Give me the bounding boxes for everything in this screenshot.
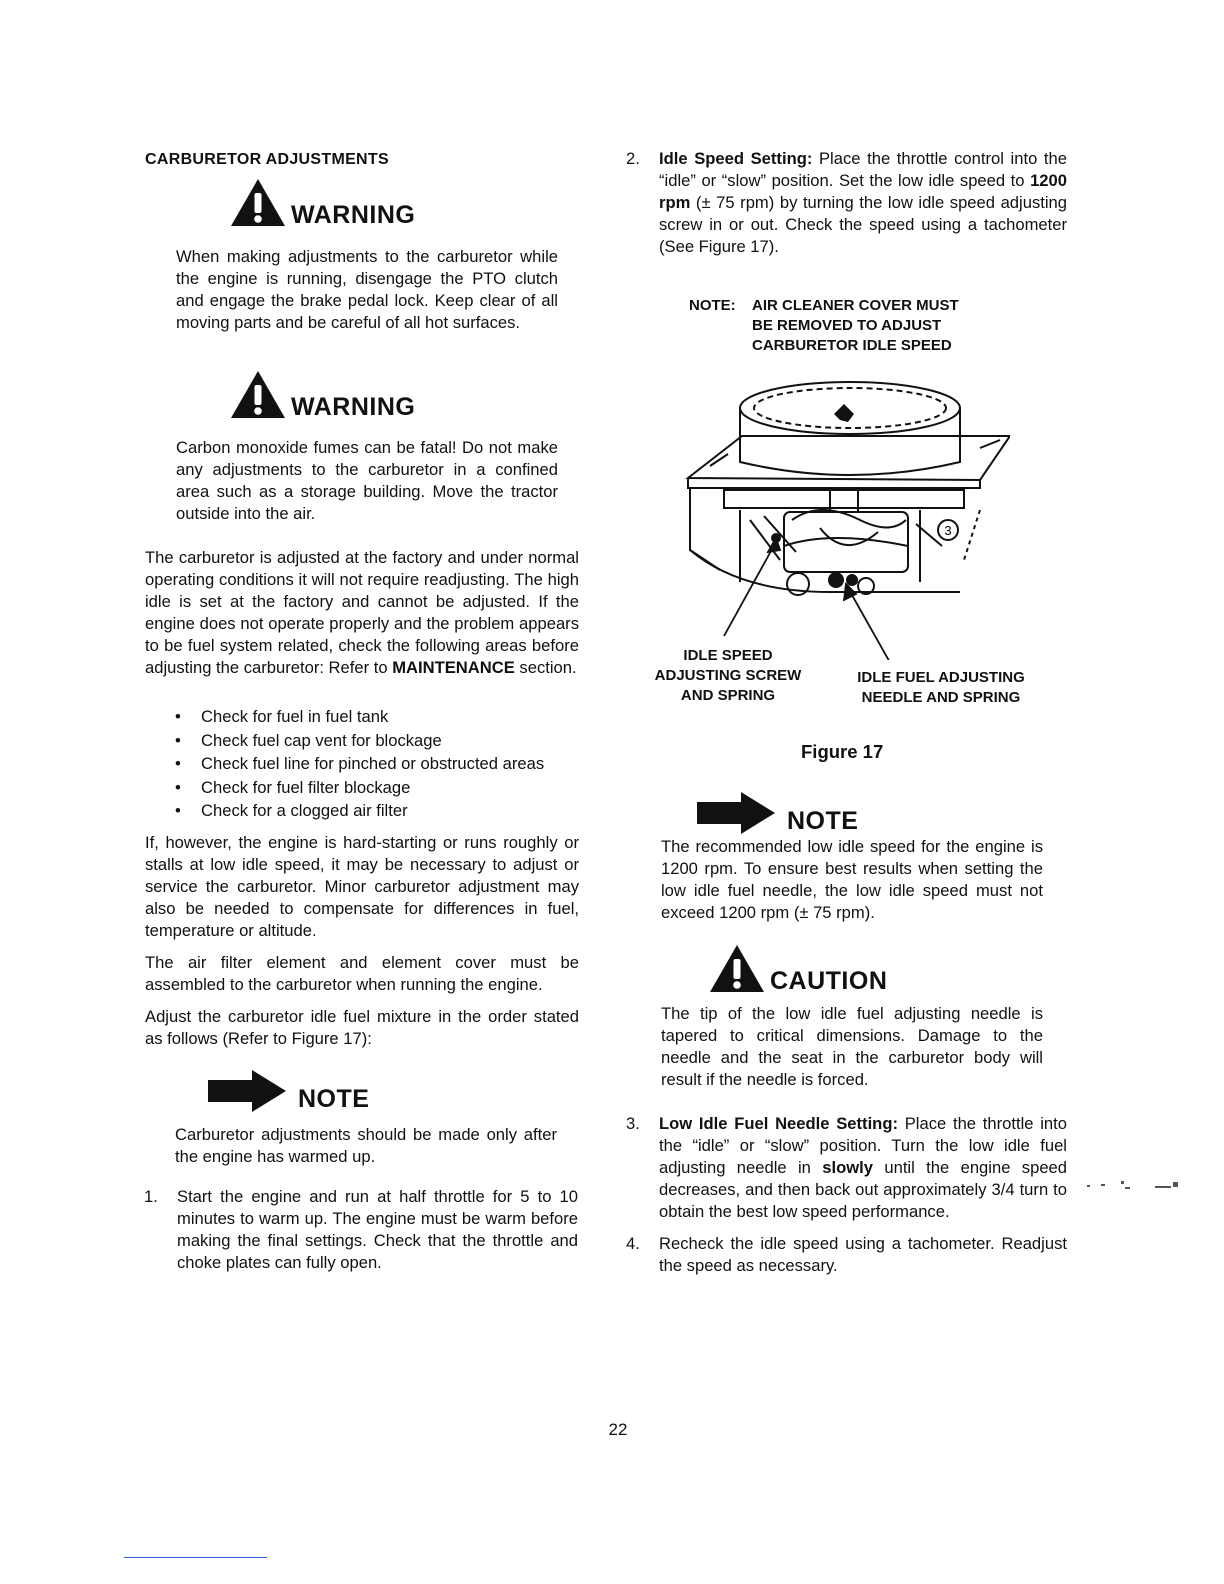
figure-note-text xyxy=(752,296,959,356)
intro-text: The carburetor is adjusted at the factory and under normal operating conditions it will not require readjusting. The high idle is set at the factory and cannot be adjusted. If the engine does not operate properly and the problem appears to be fuel system related, check the following areas before adjusting the carburetor: Refer to xyxy=(145,548,579,677)
note-label: NOTE xyxy=(298,1085,370,1113)
step-text xyxy=(659,1113,1067,1223)
step-text-part: (± 75 rpm) by turning the low idle speed adjusting screw in or out. Check the speed using a tachometer (See Figure 17). xyxy=(659,193,1067,256)
note-text-left: Carburetor adjustments should be made only after the engine has warmed up. xyxy=(175,1125,557,1166)
intro-paragraph xyxy=(145,547,579,679)
callout-line: AND SPRING xyxy=(680,687,776,704)
step-4 xyxy=(626,1233,1067,1277)
warning-triangle-icon xyxy=(708,942,766,994)
figure-marker: 3 xyxy=(944,523,952,538)
step-number: 4. xyxy=(626,1234,640,1253)
step-number: 3. xyxy=(626,1114,640,1133)
note-banner-right xyxy=(697,792,858,834)
arrow-right-icon xyxy=(697,792,779,834)
note-text-right: The recommended low idle speed for the engine is 1200 rpm. To ensure best results when setting the low idle fuel needle, the low idle speed must not exceed 1200 rpm (± 75 rpm). xyxy=(661,837,1043,922)
warning-triangle-icon xyxy=(229,176,287,228)
step-text-part: Place the throttle into the “idle” or “slow” position. Turn the low idle fuel adjusting needle in xyxy=(659,1114,1067,1177)
callout-line: NEEDLE AND SPRING xyxy=(861,689,1021,706)
figure-note-line: CARBURETOR IDLE SPEED xyxy=(752,337,952,354)
caution-text: The tip of the low idle fuel adjusting needle is tapered to critical dimensions. Damage to the needle and the seat in the carburetor body will result if the needle is forced. xyxy=(661,1004,1043,1089)
step-text-part: Place the throttle control into the “idle” or “slow” position. Set the low idle speed to xyxy=(659,149,1067,190)
step-2 xyxy=(626,148,1067,258)
page-number: 22 xyxy=(608,1420,628,1439)
check-list xyxy=(175,705,575,823)
figure-note-line: AIR CLEANER COVER MUST xyxy=(752,297,959,314)
figure-note-prefix: NOTE: xyxy=(689,297,736,314)
callout-idle-speed-screw xyxy=(640,646,816,706)
paragraph-air-filter: The air filter element and element cover must be assembled to the carburetor when running the engine. xyxy=(145,953,579,994)
callout-line: IDLE FUEL ADJUSTING xyxy=(857,669,1025,686)
step-text xyxy=(659,148,1067,258)
warning-text-2: Carbon monoxide fumes can be fatal! Do not make any adjustments to the carburetor in a confined area such as a storage building. Move the tractor outside into the air. xyxy=(176,438,558,523)
step-1 xyxy=(144,1186,578,1274)
list-item: • Check fuel line for pinched or obstructed areas xyxy=(175,752,575,776)
warning-banner-1 xyxy=(229,176,415,228)
warning-label: WARNING xyxy=(291,393,416,421)
step-title: Idle Speed Setting: xyxy=(659,149,813,168)
figure-note-line: BE REMOVED TO ADJUST xyxy=(752,317,942,334)
callout-line: ADJUSTING SCREW xyxy=(654,667,802,684)
arrow-right-icon xyxy=(208,1070,290,1112)
step-3 xyxy=(626,1113,1067,1223)
step-title: Low Idle Fuel Needle Setting: xyxy=(659,1114,898,1133)
rpm-value: 1200 rpm xyxy=(659,171,1067,212)
step-number: 2. xyxy=(626,149,640,168)
caution-label: CAUTION xyxy=(770,967,888,995)
warning-text-1: When making adjustments to the carburetor while the engine is running, disengage the PTO clutch and engage the brake pedal lock. Keep clear of all moving parts and be careful of all hot surfaces. xyxy=(176,247,558,332)
callout-line: IDLE SPEED xyxy=(683,647,773,664)
step-text: Recheck the idle speed using a tachometer. Readjust the speed as necessary. xyxy=(659,1234,1067,1275)
caution-banner xyxy=(708,942,887,994)
warning-label: WARNING xyxy=(291,201,416,229)
maintenance-reference: MAINTENANCE xyxy=(392,658,515,677)
step-text-part: until the engine speed decreases, and then back out approximately 3/4 turn to obtain the best low speed performance. xyxy=(659,1158,1067,1221)
scan-speckles xyxy=(1085,1176,1190,1206)
list-item: • Check fuel cap vent for blockage xyxy=(175,729,575,753)
intro-tail: section. xyxy=(514,658,577,677)
section-title: CARBURETOR ADJUSTMENTS xyxy=(145,151,389,168)
paragraph-hard-starting: If, however, the engine is hard-starting or runs roughly or stalls at low idle speed, it may be necessary to adjust or service the carburetor. Minor carburetor adjustment may also be needed to compensate for differences in fuel, temperature or altitude. xyxy=(145,833,579,940)
list-item: • Check for fuel filter blockage xyxy=(175,776,575,800)
footer-rule xyxy=(124,1557,267,1558)
list-item: • Check for fuel in fuel tank xyxy=(175,705,575,729)
list-item: • Check for a clogged air filter xyxy=(175,799,575,823)
emphasis-slowly: slowly xyxy=(822,1158,873,1177)
step-text: Start the engine and run at half throttle for 5 to 10 minutes to warm up. The engine must be warm before making the final settings. Check that the throttle and choke plates can fully open. xyxy=(177,1187,578,1272)
step-number: 1. xyxy=(144,1187,158,1206)
note-label: NOTE xyxy=(787,807,859,835)
note-banner-left xyxy=(208,1070,369,1112)
carburetor-illustration xyxy=(680,370,1010,660)
callout-idle-fuel-needle xyxy=(838,668,1044,708)
warning-triangle-icon xyxy=(229,368,287,420)
warning-banner-2 xyxy=(229,368,415,420)
paragraph-adjust-order: Adjust the carburetor idle fuel mixture in the order stated as follows (Refer to Figure 17): xyxy=(145,1007,579,1048)
figure-caption: Figure 17 xyxy=(801,741,884,762)
